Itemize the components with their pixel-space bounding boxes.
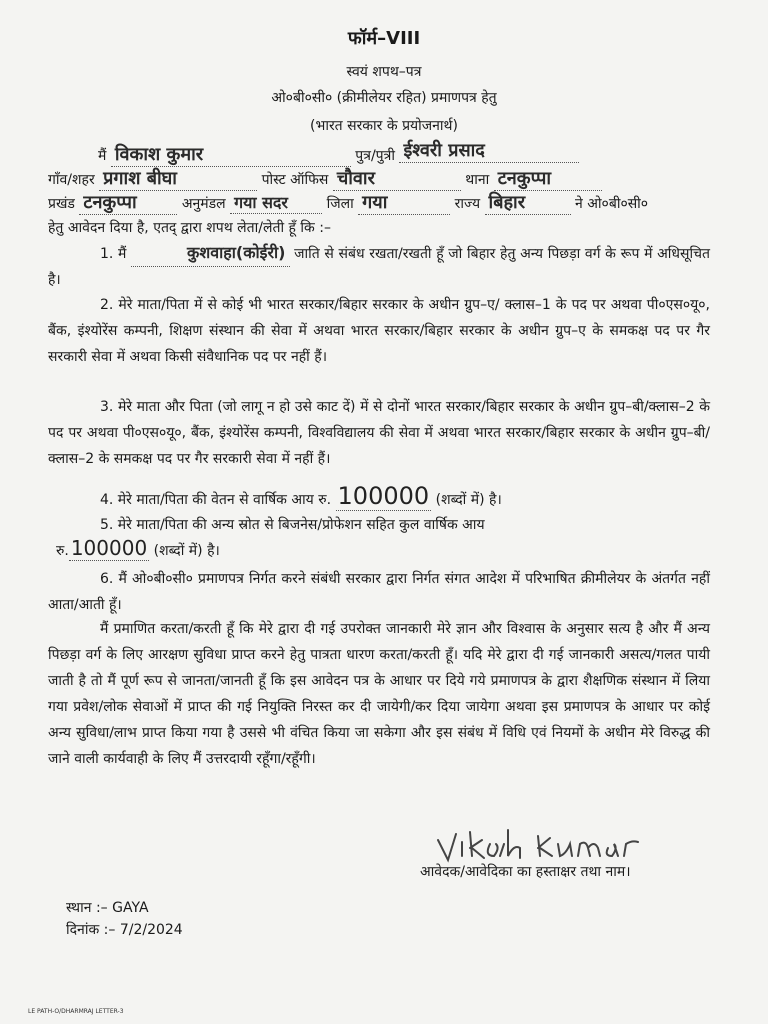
- total-income-field: 100000: [70, 536, 148, 560]
- salary-amount-field: 100000: [337, 482, 430, 510]
- block-label: प्रखंड: [48, 196, 75, 212]
- government-purpose: (भारत सरकार के प्रयोजनार्थ): [310, 118, 458, 134]
- point-4-end: (शब्दों में) है।: [435, 492, 502, 508]
- relation-label: पुत्र/पुत्री: [355, 148, 395, 164]
- obc-suffix: ने ओ०बी०सी०: [575, 196, 649, 212]
- state-label: राज्य: [454, 196, 481, 212]
- point-5-start: 5. मेरे माता/पिता की अन्य स्रोत से बिजनेस/प्रोफेशन सहित कुल वार्षिक आय: [100, 517, 485, 533]
- place-label: स्थान :–: [66, 900, 108, 916]
- point-5-amount-line: [56, 536, 220, 560]
- thana-label: थाना: [465, 172, 490, 188]
- post-field: चौवार: [333, 166, 461, 191]
- address-line: [48, 166, 602, 191]
- post-label: पोस्ट ऑफिस: [261, 172, 329, 188]
- place-value: GAYA: [112, 900, 149, 916]
- oath-intro: हेतु आवेदन दिया है, एतद् द्वारा शपथ लेता/लेती हूँ कि :–: [48, 220, 331, 236]
- point-4: [100, 482, 502, 510]
- point-1: [48, 240, 710, 293]
- point-2: 2. मेरे माता/पिता में से कोई भी भारत सरकार/बिहार सरकार के अधीन ग्रुप–ए/ क्लास–1 के पद पर अथवा पी०एस०यू०, बैंक, इंश्योरेंस कम्पनी, शिक्षण संस्थान की सेवा में अथवा भारत सरकार/बिहार सरकार के अधीन ग्रुप–ए के समकक्ष पद पर गैर सरकारी सेवा में अथवा किसी संवैधानिक पद पर नहीं हैं।: [48, 297, 710, 365]
- subdivision-field: गया सदर: [230, 191, 322, 214]
- date-value: 7/2/2024: [119, 922, 183, 938]
- point-6: 6. मैं ओ०बी०सी० प्रमाणपत्र निर्गत करने संबंधी सरकार द्वारा निर्गत संगत आदेश में परिभाषित क्रीमीलेयर के अंतर्गत नहीं आता/आती हूँ।: [48, 571, 710, 613]
- point-5-end: (शब्दों में) है।: [153, 543, 220, 559]
- date-label: दिनांक :–: [66, 922, 116, 938]
- state-field: बिहार: [485, 190, 571, 215]
- admin-line: [48, 190, 648, 215]
- point-3: 3. मेरे माता और पिता (जो लागू न हो उसे काट दें) में से दोनों भारत सरकार/बिहार सरकार के अधीन ग्रुप–बी/क्लास–2 के पद पर अथवा पी०एस०यू०, बैंक, इंश्योरेंस कम्पनी, विश्वविद्यालय की सेवा में अथवा भारत सरकार/बिहार सरकार के अधीन ग्रुप–बी/क्लास–2 के समकक्ष पद पर गैर सरकारी सेवा में नहीं हैं।: [48, 399, 710, 467]
- point-1-rest: जाति से संबंध रखता/रखती हूँ जो बिहार हेतु अन्य पिछड़ा वर्ग के रूप में अधिसूचित है।: [48, 246, 710, 288]
- village-field: प्रगाश बीघा: [99, 166, 257, 191]
- district-field: गया: [358, 190, 450, 215]
- village-label: गाँव/शहर: [48, 172, 95, 188]
- footer-reference: LE PATH-O/DHARMRAJ LETTER-3: [28, 1008, 124, 1015]
- point-5: [48, 512, 710, 538]
- father-name-field: ईश्वरी प्रसाद: [399, 138, 579, 163]
- prefix-label: मैं: [98, 148, 107, 164]
- block-field: टनकुप्पा: [79, 190, 177, 215]
- subdivision-label: अनुमंडल: [181, 196, 226, 212]
- form-title: फॉर्म–VIII: [347, 28, 421, 49]
- currency-label: रु.: [56, 543, 69, 559]
- caste-field: कुशवाहा(कोईरी): [131, 240, 289, 267]
- certificate-purpose: ओ०बी०सी० (क्रीमीलेयर रहित) प्रमाणपत्र हेतु: [271, 90, 497, 106]
- declaration-paragraph: मैं प्रमाणित करता/करती हूँ कि मेरे द्वारा दी गई उपरोक्त जानकारी मेरे ज्ञान और विश्वास के अनुसार सत्य है और मैं अन्य पिछड़ा वर्ग के लिए आरक्षण सुविधा प्राप्त करने हेतु पात्रता धारण करता/करती हूँ। यदि मेरे द्वारा दी गई जानकारी असत्य/गलत पायी जाती है तो मैं पूर्ण रूप से जानता/जानती हूँ कि इस आवेदन पत्र के आधार पर दिये गये प्रमाणपत्र के द्वारा शैक्षणिक संस्थान में लिया गया प्रवेश/लोक सेवाओं में प्राप्त की गई नियुक्ति निरस्त कर दी जायेगी/कर दिया जायेगा अथवा इस प्रमाणपत्र के आधार पर कोई अन्य सुविधा/लाभ प्राप्त किया गया है उससे भी वंचित किया जा सकेगा और इस संबंध में विधि एवं नियमों के अधीन मेरे विरुद्ध की जाने वाली कार्यवाही के लिए मैं उत्तरदायी रहूँगा/रहूँगी।: [48, 621, 710, 767]
- date-line: [66, 920, 183, 939]
- thana-field: टनकुप्पा: [494, 166, 602, 191]
- point-1-start: 1. मैं: [100, 246, 127, 262]
- place-line: [66, 898, 149, 917]
- point-4-start: 4. मेरे माता/पिता की वेतन से वार्षिक आय रु.: [100, 492, 332, 508]
- affidavit-title: स्वयं शपथ–पत्र: [346, 64, 422, 80]
- signature-caption: आवेदक/आवेदिका का हस्ताक्षर तथा नाम।: [420, 864, 631, 880]
- applicant-line: [98, 138, 579, 167]
- district-label: जिला: [326, 196, 354, 212]
- applicant-name-field: विकाश कुमार: [111, 142, 351, 167]
